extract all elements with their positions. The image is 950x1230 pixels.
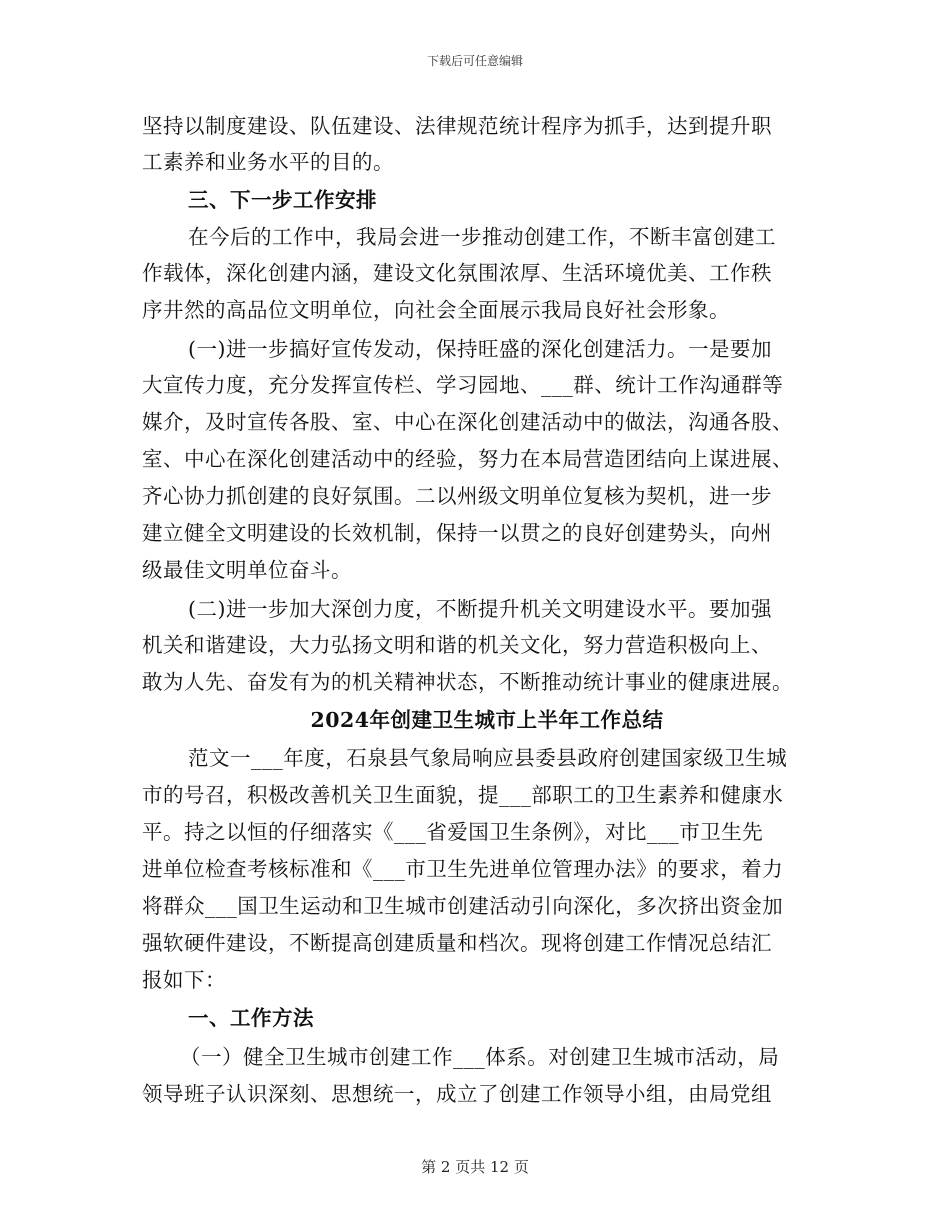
paragraph-line: (二)进一步加大深创力度，不断提升机关文明建设水平。要加强: [188, 597, 772, 621]
paragraph-line: 敢为人先、奋发有为的机关精神状态，不断推动统计事业的健康进展。: [142, 670, 793, 694]
paragraph-line: 作载体，深化创建内涵，建设文化氛围浓厚、生活环境优美、工作秩: [142, 261, 772, 285]
paragraph-line: 报如下：: [142, 968, 226, 992]
section-heading: 一、工作方法: [188, 1006, 314, 1030]
paragraph-line: (一)进一步搞好宣传发动，保持旺盛的深化创建活力。一是要加: [188, 337, 772, 361]
section-heading: 三、下一步工作安排: [188, 188, 377, 212]
paragraph-line: 媒介，及时宣传各股、室、中心在深化创建活动中的做法，沟通各股、: [142, 410, 793, 434]
paragraph-line: 领导班子认识深刻、思想统一，成立了创建工作领导小组，由局党组: [142, 1082, 772, 1106]
page-header-note: 下载后可任意编辑: [426, 54, 523, 68]
paragraph-line: 强软硬件建设，不断提高创建质量和档次。现将创建工作情况总结汇: [142, 931, 772, 955]
paragraph-line: 级最佳文明单位奋斗。: [142, 558, 352, 582]
paragraph-line: 平。持之以恒的仔细落实《___省爱国卫生条例》，对比___市卫生先: [142, 820, 764, 844]
page-number: 第 2 页共 12 页: [421, 1158, 529, 1176]
paragraph-line: 工素养和业务水平的目的。: [142, 150, 394, 174]
paragraph-line: 大宣传力度，充分发挥宣传栏、学习园地、___群、统计工作沟通群等: [142, 373, 784, 397]
paragraph-line: 机关和谐建设，大力弘扬文明和谐的机关文化，努力营造积极向上、: [142, 633, 772, 657]
paragraph-line: 室、中心在深化创建活动中的经验，努力在本局营造团结向上谋进展、: [142, 447, 793, 471]
paragraph-line: 市的号召，积极改善机关卫生面貌，提___部职工的卫生素养和健康水: [142, 783, 784, 807]
document-title: 2024年创建卫生城市上半年工作总结: [310, 708, 664, 732]
paragraph-line: 序井然的高品位文明单位，向社会全面展示我局良好社会形象。: [142, 298, 730, 322]
paragraph-line: 齐心协力抓创建的良好氛围。二以州级文明单位复核为契机，进一步: [142, 484, 772, 508]
paragraph-line: （一）健全卫生城市创建工作___体系。对创建卫生城市活动，局: [180, 1045, 780, 1069]
paragraph-line: 进单位检查考核标准和《___市卫生先进单位管理办法》的要求，着力: [142, 857, 784, 881]
paragraph-line: 范文一___年度，石泉县气象局响应县委县政府创建国家级卫生城: [188, 746, 788, 770]
paragraph-line: 坚持以制度建设、队伍建设、法律规范统计程序为抓手，达到提升职: [142, 114, 772, 138]
paragraph-line: 将群众___国卫生运动和卫生城市创建活动引向深化，多次挤出资金加: [142, 894, 784, 918]
paragraph-line: 建立健全文明建设的长效机制，保持一以贯之的良好创建势头，向州: [142, 521, 772, 545]
paragraph-line: 在今后的工作中，我局会进一步推动创建工作，不断丰富创建工: [188, 225, 776, 249]
